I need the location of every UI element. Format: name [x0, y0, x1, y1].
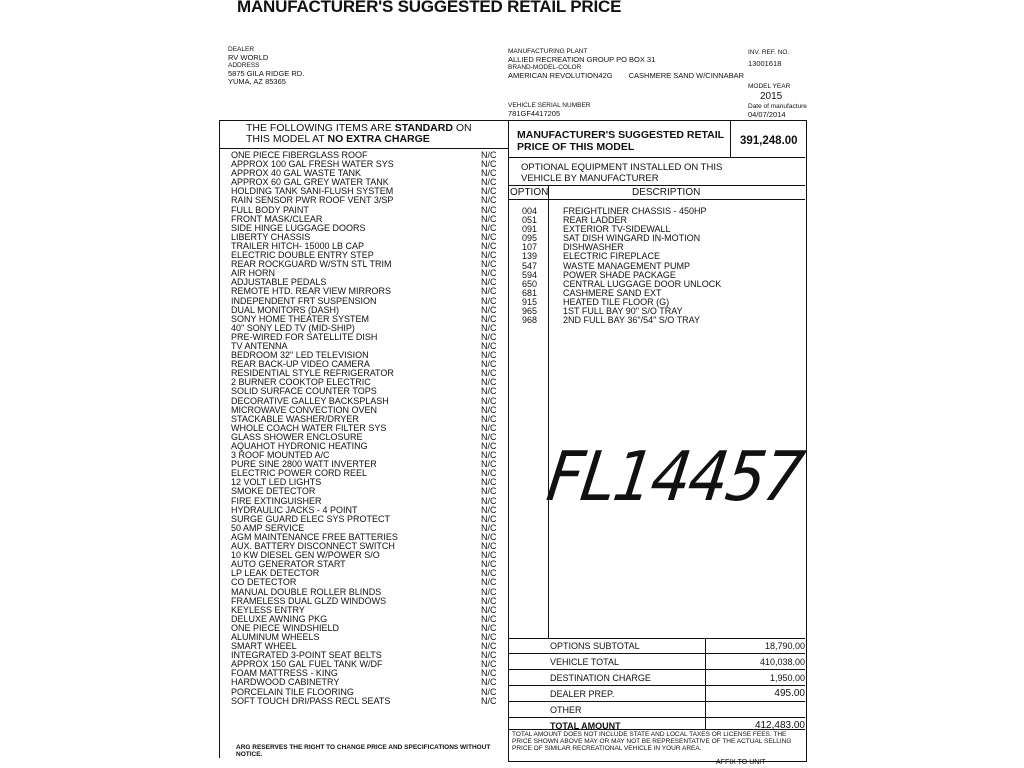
standard-item-name: 50 AMP SERVICE	[231, 523, 305, 533]
optional-item-desc: EXTERIOR TV-SIDEWALL	[563, 224, 671, 235]
standard-item-name: AUX. BATTERY DISCONNECT SWITCH	[231, 542, 395, 552]
handwritten-stock-number: FL14457	[542, 436, 808, 517]
standard-item-name: APPROX 60 GAL GREY WATER TANK	[231, 178, 389, 188]
standard-item-row	[231, 633, 501, 642]
serial-block	[508, 102, 590, 118]
standard-item-row	[231, 342, 501, 351]
standard-item-charge: N/C	[481, 395, 497, 406]
standard-item-charge: N/C	[481, 559, 497, 570]
serial-value: 781GF4417205	[508, 109, 561, 118]
optional-item-code: 650	[522, 278, 538, 289]
standard-item-charge: N/C	[481, 695, 497, 706]
standard-item-charge: N/C	[481, 322, 497, 333]
brand-label: BRAND-MODEL-COLOR	[508, 64, 582, 71]
standard-item-charge: N/C	[481, 613, 497, 624]
standard-item-row	[231, 333, 501, 342]
standard-item-name: ELECTRIC DOUBLE ENTRY STEP	[231, 251, 374, 261]
standard-item-charge: N/C	[481, 522, 497, 533]
inv-ref-label: INV. REF. NO.	[748, 49, 790, 56]
standard-item-name: APPROX 40 GAL WASTE TANK	[231, 169, 362, 179]
model-year-block	[748, 83, 807, 119]
standard-item-name: FRONT MASK/CLEAR	[231, 214, 323, 224]
standard-item-name: FULL BODY PAINT	[231, 205, 309, 215]
dealer-name: RV WORLD	[228, 53, 269, 62]
standard-item-name: HYDRAULIC JACKS - 4 POINT	[231, 505, 358, 515]
optional-item-code: 968	[522, 315, 538, 326]
standard-item-name: BEDROOM 32" LED TELEVISION	[231, 351, 369, 361]
standard-item-charge: N/C	[481, 231, 497, 242]
standard-item-row	[231, 597, 501, 606]
standard-item-name: TV ANTENNA	[231, 341, 288, 351]
standard-item-charge: N/C	[481, 468, 497, 479]
dealer-prep-value: 495.00	[774, 688, 805, 699]
standard-item-charge: N/C	[481, 159, 497, 170]
optional-item-code: 681	[522, 287, 538, 298]
standard-item-row	[231, 533, 501, 542]
standard-item-charge: N/C	[481, 677, 497, 688]
optional-item-code: 594	[522, 269, 538, 280]
standard-item-charge: N/C	[481, 186, 497, 197]
standard-item-name: PORCELAIN TILE FLOORING	[231, 687, 354, 697]
destination-label: DESTINATION CHARGE	[550, 672, 651, 683]
standard-item-charge: N/C	[481, 277, 497, 288]
standard-item-name: PRE-WIRED FOR SATELLITE DISH	[231, 332, 378, 342]
standard-item-name: LP LEAK DETECTOR	[231, 569, 320, 579]
standard-item-row	[231, 151, 501, 160]
standard-item-row	[231, 460, 501, 469]
standard-item-charge: N/C	[481, 604, 497, 615]
standard-item-row	[231, 524, 501, 533]
standard-item-name: SMART WHEEL	[231, 642, 297, 652]
standard-item-name: SMOKE DETECTOR	[231, 487, 316, 497]
standard-item-row	[231, 406, 501, 415]
model-year-label: MODEL YEAR	[748, 83, 791, 90]
standard-heading: THE FOLLOWING ITEMS ARE STANDARD ON THIS MODEL AT NO EXTRA CHARGE	[246, 122, 472, 145]
standard-item-row	[231, 560, 501, 569]
optional-item-desc: POWER SHADE PACKAGE	[563, 269, 676, 280]
standard-item-name: 40" SONY LED TV (MID-SHIP)	[231, 323, 355, 333]
plant-block	[508, 48, 744, 80]
standard-item-charge: N/C	[481, 295, 497, 306]
standard-item-row	[231, 642, 501, 651]
standard-item-charge: N/C	[481, 595, 497, 606]
optional-item-code: 091	[522, 224, 538, 235]
standard-item-name: AUTO GENERATOR START	[231, 560, 346, 570]
standard-item-row	[231, 506, 501, 515]
page-title: MANUFACTURER'S SUGGESTED RETAIL PRICE	[237, 0, 622, 16]
vehicle-total-value: 410,038.00	[759, 656, 805, 667]
standard-item-name: 10 KW DIESEL GEN W/POWER S/O	[231, 551, 380, 561]
standard-item-name: FRAMELESS DUAL GLZD WINDOWS	[231, 596, 387, 606]
standard-item-name: ONE PIECE FIBERGLASS ROOF	[231, 151, 368, 160]
standard-item-row	[231, 578, 501, 587]
optional-item-desc: DISHWASHER	[563, 242, 624, 253]
address-label: ADDRESS	[228, 62, 260, 69]
standard-item-row	[231, 297, 501, 306]
standard-item-charge: N/C	[481, 240, 497, 251]
options-subtotal-value: 18,790.00	[764, 640, 805, 651]
standard-item-name: SOLID SURFACE COUNTER TOPS	[231, 387, 377, 397]
optional-item-code: 004	[522, 206, 538, 216]
serial-label: VEHICLE SERIAL NUMBER	[508, 102, 591, 109]
standard-item-row	[231, 369, 501, 378]
standard-item-row	[231, 187, 501, 196]
standard-item-charge: N/C	[481, 459, 497, 470]
standard-item-charge: N/C	[481, 259, 497, 270]
plant-label: MANUFACTURING PLANT	[508, 48, 588, 55]
date-value: 04/07/2014	[748, 110, 786, 119]
standard-item-charge: N/C	[481, 431, 497, 442]
standard-item-name: FOAM MATTRESS - KING	[231, 669, 338, 679]
standard-item-name: 3 ROOF MOUNTED A/C	[231, 451, 330, 461]
date-label: Date of manufacture	[748, 103, 807, 110]
standard-item-row	[231, 378, 501, 387]
standard-item-row	[231, 442, 501, 451]
optional-item-code: 051	[522, 215, 538, 226]
standard-item-name: REMOTE HTD. REAR VIEW MIRRORS	[231, 287, 392, 297]
standard-item-name: AIR HORN	[231, 269, 276, 279]
standard-item-name: AQUAHOT HYDRONIC HEATING	[231, 442, 368, 451]
standard-item-charge: N/C	[481, 631, 497, 642]
standard-item-charge: N/C	[481, 586, 497, 597]
standard-item-charge: N/C	[481, 668, 497, 679]
standard-item-charge: N/C	[481, 550, 497, 561]
standard-item-row	[231, 169, 501, 178]
optional-item-desc: CASHMERE SAND EXT	[563, 287, 662, 298]
standard-item-charge: N/C	[481, 286, 497, 297]
standard-item-name: ELECTRIC POWER CORD REEL	[231, 469, 368, 479]
standard-item-row	[231, 287, 501, 296]
standard-item-charge: N/C	[481, 177, 497, 188]
standard-item-charge: N/C	[481, 686, 497, 697]
standard-item-charge: N/C	[481, 477, 497, 488]
standard-item-row	[231, 160, 501, 169]
msrp-label: MANUFACTURER'S SUGGESTED RETAIL PRICE OF THIS MODEL	[517, 129, 725, 153]
summary-bottom	[508, 729, 805, 730]
standard-item-row	[231, 324, 501, 333]
standard-item-name: APPROX 100 GAL FRESH WATER SYS	[231, 160, 394, 170]
brand-model: AMERICAN REVOLUTION42G	[508, 71, 613, 80]
standard-item-charge: N/C	[481, 359, 497, 370]
disclaimer: TOTAL AMOUNT DOES NOT INCLUDE STATE AND LOCAL TAXES OR LICENSE FEES. THE PRICE SHOWN ABOVE MAY OR MAY NOT BE REPRESENTATIVE OF THE ACTUAL SELLING PRICE OF SIMILAR RECREATIONAL VEHICLE IN YOUR AREA.	[512, 731, 792, 752]
standard-item-name: WHOLE COACH WATER FILTER SYS	[231, 423, 387, 433]
standard-item-name: DELUXE AWNING PKG	[231, 614, 328, 624]
standard-item-row	[231, 215, 501, 224]
standard-item-charge: N/C	[481, 513, 497, 524]
standard-item-name: DUAL MONITORS (DASH)	[231, 305, 340, 315]
standard-item-name: SURGE GUARD ELEC SYS PROTECT	[231, 514, 391, 524]
standard-item-name: PURE SINE 2800 WATT INVERTER	[231, 460, 377, 470]
standard-item-charge: N/C	[481, 441, 497, 451]
standard-item-name: SONY HOME THEATER SYSTEM	[231, 314, 370, 324]
standard-item-charge: N/C	[481, 531, 497, 542]
standard-item-name: TRAILER HITCH- 15000 LB CAP	[231, 241, 365, 251]
standard-item-name: LIBERTY CHASSIS	[231, 232, 311, 242]
optional-header-top	[508, 185, 805, 186]
dealer-city: YUMA, AZ 85365	[228, 77, 286, 86]
standard-item-charge: N/C	[481, 641, 497, 652]
standard-item-row	[231, 242, 501, 251]
standard-item-name: KEYLESS ENTRY	[231, 605, 305, 615]
standard-item-row	[231, 278, 501, 287]
standard-item-name: SIDE HINGE LUGGAGE DOORS	[231, 223, 366, 233]
dealer-prep-label: DEALER PREP.	[550, 688, 615, 699]
standard-item-row	[231, 387, 501, 396]
standard-item-charge: N/C	[481, 577, 497, 588]
standard-item-row	[231, 306, 501, 315]
standard-item-charge: N/C	[481, 568, 497, 579]
standard-item-name: GLASS SHOWER ENCLOSURE	[231, 432, 363, 442]
optional-item-desc: WASTE MANAGEMENT PUMP	[563, 260, 691, 271]
standard-item-row	[231, 451, 501, 460]
standard-item-name: ADJUSTABLE PEDALS	[231, 278, 327, 288]
standard-item-row	[231, 206, 501, 215]
optional-item-row	[522, 316, 721, 325]
standard-item-name: CO DETECTOR	[231, 578, 297, 588]
standard-item-charge: N/C	[481, 622, 497, 633]
total-label: TOTAL AMOUNT	[550, 720, 621, 731]
standard-item-charge: N/C	[481, 495, 497, 506]
standard-item-row	[231, 515, 501, 524]
standard-item-charge: N/C	[481, 150, 497, 160]
optional-item-code: 095	[522, 233, 538, 244]
standard-item-name: INTEGRATED 3-POINT SEAT BELTS	[231, 651, 382, 661]
standard-item-row	[231, 606, 501, 615]
standard-item-charge: N/C	[481, 486, 497, 497]
standard-item-charge: N/C	[481, 377, 497, 388]
standard-item-row	[231, 469, 501, 478]
standard-item-row	[231, 360, 501, 369]
optional-item-desc: ELECTRIC FIREPLACE	[563, 251, 661, 262]
standard-item-row	[231, 251, 501, 260]
optional-item-code: 915	[522, 296, 538, 307]
standard-item-row	[231, 196, 501, 205]
standard-item-row	[231, 669, 501, 678]
total-value: 412,483.00	[754, 720, 805, 731]
standard-items-list	[231, 151, 501, 706]
optional-item-code: 139	[522, 251, 538, 262]
standard-item-name: REAR ROCKGUARD W/STN STL TRIM	[231, 260, 392, 270]
standard-item-charge: N/C	[481, 204, 497, 215]
standard-item-charge: N/C	[481, 386, 497, 397]
footnote: ARG RESERVES THE RIGHT TO CHANGE PRICE AND SPECIFICATIONS WITHOUT NOTICE.	[236, 744, 491, 758]
standard-item-name: RAIN SENSOR PWR ROOF VENT 3/SP	[231, 196, 394, 206]
dealer-block	[228, 46, 304, 86]
standard-item-row	[231, 224, 501, 233]
standard-item-charge: N/C	[481, 340, 497, 351]
standard-item-row	[231, 678, 501, 687]
dealer-label: DEALER	[228, 46, 255, 53]
destination-value: 1,950.00	[769, 672, 805, 683]
standard-item-row	[231, 415, 501, 424]
standard-item-name: MANUAL DOUBLE ROLLER BLINDS	[231, 587, 382, 597]
standard-item-name: ALUMINUM WHEELS	[231, 632, 320, 642]
standard-item-row	[231, 588, 501, 597]
standard-item-name: INDEPENDENT FRT SUSPENSION	[231, 296, 377, 306]
affix-note: AFFIX TO UNIT	[716, 759, 766, 766]
standard-item-row	[231, 542, 501, 551]
vehicle-total-label: VEHICLE TOTAL	[550, 656, 620, 667]
standard-item-charge: N/C	[481, 250, 497, 261]
standard-item-row	[231, 624, 501, 633]
standard-item-name: DECORATIVE GALLEY BACKSPLASH	[231, 396, 389, 406]
optional-item-desc: HEATED TILE FLOOR (G)	[563, 296, 670, 307]
standard-item-name: FIRE EXTINGUISHER	[231, 496, 322, 506]
standard-item-row	[231, 178, 501, 187]
optional-heading: OPTIONAL EQUIPMENT INSTALLED ON THIS VEHICLE BY MANUFACTURER	[521, 162, 723, 184]
optional-item-desc: CENTRAL LUGGAGE DOOR UNLOCK	[563, 278, 722, 289]
standard-item-row	[231, 260, 501, 269]
standard-item-row	[231, 424, 501, 433]
standard-item-name: RESIDENTIAL STYLE REFRIGERATOR	[231, 369, 394, 379]
standard-item-charge: N/C	[481, 650, 497, 661]
standard-item-row	[231, 497, 501, 506]
optional-item-code: 547	[522, 260, 538, 271]
standard-item-row	[231, 397, 501, 406]
msrp-divider	[730, 120, 731, 157]
optional-items-list	[522, 207, 721, 325]
standard-item-row	[231, 478, 501, 487]
standard-item-row	[231, 569, 501, 578]
standard-item-row	[231, 688, 501, 697]
brand-color: CASHMERE SAND W/CINNABAR	[628, 71, 745, 80]
standard-item-row	[231, 269, 501, 278]
standard-item-charge: N/C	[481, 195, 497, 206]
optional-header-bottom	[508, 199, 805, 200]
optional-item-desc: REAR LADDER	[563, 215, 628, 226]
standard-item-charge: N/C	[481, 541, 497, 552]
model-year-value: 2015	[760, 91, 783, 102]
standard-item-name: REAR BACK-UP VIDEO CAMERA	[231, 360, 370, 370]
standard-item-row	[231, 351, 501, 360]
standard-item-name: ONE PIECE WINDSHIELD	[231, 623, 340, 633]
dealer-street: 5875 GILA RIDGE RD.	[228, 69, 305, 78]
optional-item-desc: SAT DISH WINGARD IN-MOTION	[563, 233, 701, 244]
standard-item-row	[231, 615, 501, 624]
standard-item-charge: N/C	[481, 368, 497, 379]
standard-item-charge: N/C	[481, 659, 497, 670]
standard-item-name: HOLDING TANK SANI-FLUSH SYSTEM	[231, 187, 394, 197]
col-description: DESCRIPTION	[632, 187, 701, 198]
plant-value: ALLIED RECREATION GROUP PO BOX 31	[508, 55, 656, 64]
msrp-value: 391,248.00	[740, 135, 798, 147]
inv-ref-block	[748, 49, 789, 68]
standard-item-charge: N/C	[481, 422, 497, 433]
standard-item-name: 2 BURNER COOKTOP ELECTRIC	[231, 378, 371, 388]
standard-item-row	[231, 315, 501, 324]
optional-item-code: 965	[522, 306, 538, 317]
col-option: OPTION	[510, 187, 549, 198]
standard-item-charge: N/C	[481, 350, 497, 361]
optional-item-desc: 2ND FULL BAY 36"/54" S/O TRAY	[563, 315, 700, 326]
standard-item-charge: N/C	[481, 304, 497, 315]
standard-item-charge: N/C	[481, 413, 497, 424]
standard-item-name: AGM MAINTENANCE FREE BATTERIES	[231, 532, 398, 542]
standard-item-row	[231, 433, 501, 442]
standard-item-name: MICROWAVE CONVECTION OVEN	[231, 405, 378, 415]
other-label: OTHER	[550, 704, 582, 715]
standard-item-name: 12 VOLT LED LIGHTS	[231, 478, 322, 488]
optional-item-code: 107	[522, 242, 538, 253]
standard-item-charge: N/C	[481, 450, 497, 461]
standard-item-name: SOFT TOUCH DRI/PASS RECL SEATS	[231, 696, 391, 706]
standard-item-charge: N/C	[481, 404, 497, 415]
standard-item-charge: N/C	[481, 504, 497, 515]
standard-item-charge: N/C	[481, 168, 497, 179]
standard-item-row	[231, 487, 501, 496]
standard-item-name: APPROX 150 GAL FUEL TANK W/DF	[231, 660, 383, 670]
standard-item-charge: N/C	[481, 268, 497, 279]
standard-item-row	[231, 697, 501, 706]
inv-ref-value: 13001618	[748, 59, 782, 68]
standard-item-row	[231, 233, 501, 242]
standard-item-name: STACKABLE WASHER/DRYER	[231, 414, 359, 424]
standard-item-row	[231, 551, 501, 560]
standard-item-row	[231, 660, 501, 669]
standard-item-charge: N/C	[481, 222, 497, 233]
optional-item-desc: FREIGHTLINER CHASSIS - 450HP	[563, 206, 707, 216]
standard-item-name: HARDWOOD CABINETRY	[231, 678, 340, 688]
standard-item-row	[231, 651, 501, 660]
standard-item-charge: N/C	[481, 213, 497, 224]
optional-item-desc: 1ST FULL BAY 90" S/O TRAY	[563, 306, 683, 317]
summary-table	[508, 638, 805, 733]
standard-divider	[219, 148, 509, 149]
options-subtotal-label: OPTIONS SUBTOTAL	[550, 640, 640, 651]
standard-item-charge: N/C	[481, 331, 497, 342]
standard-item-charge: N/C	[481, 313, 497, 324]
